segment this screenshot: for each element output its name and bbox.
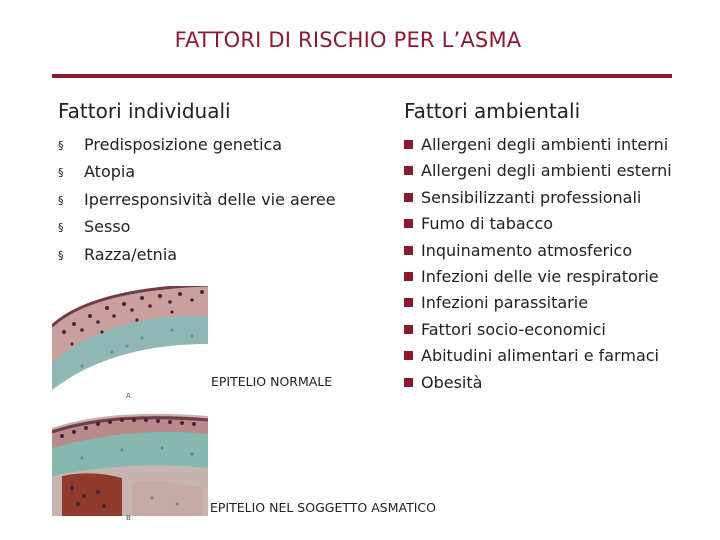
- list-item: [404, 370, 672, 396]
- list-item: [58, 187, 336, 214]
- normal-epithelium-micrograph: [52, 286, 208, 394]
- individual-factors-heading: Fattori individuali: [58, 99, 231, 123]
- environmental-factors-heading: Fattori ambientali: [404, 99, 581, 123]
- list-item-label: Inquinamento atmosferico: [421, 240, 633, 260]
- list-item-label: Sensibilizzanti professionali: [421, 187, 642, 207]
- panel-label-b: B: [126, 514, 131, 522]
- list-item-label: Sesso: [84, 217, 131, 237]
- list-item: [58, 159, 336, 186]
- square-bullet-icon: [404, 246, 413, 255]
- environmental-factors-list: [404, 132, 672, 396]
- square-bullet-icon: [404, 140, 413, 149]
- square-bullet-icon: [404, 325, 413, 334]
- list-item-label: Fattori socio-economici: [421, 319, 606, 339]
- list-item-label: Allergeni degli ambienti esterni: [421, 161, 672, 181]
- list-item: [58, 132, 336, 159]
- individual-factors-list: [58, 132, 336, 269]
- list-item-label: Razza/etnia: [84, 244, 178, 264]
- bullet-icon: §: [58, 139, 64, 152]
- square-bullet-icon: [404, 298, 413, 307]
- bullet-icon: §: [58, 248, 64, 262]
- list-item-label: Fumo di tabacco: [421, 214, 554, 234]
- list-item: [404, 290, 672, 316]
- square-bullet-icon: [404, 193, 413, 202]
- list-item-label: Predisposizione genetica: [84, 135, 283, 154]
- list-item: [404, 343, 672, 369]
- square-bullet-icon: [404, 272, 413, 281]
- bullet-icon: §: [58, 221, 64, 235]
- bullet-icon: §: [58, 193, 64, 207]
- bullet-icon: §: [58, 166, 64, 180]
- list-item: [404, 132, 672, 158]
- list-item-label: Atopia: [84, 162, 136, 182]
- asthmatic-epithelium-micrograph: [52, 408, 208, 516]
- list-item-label: Infezioni delle vie respiratorie: [421, 267, 659, 287]
- list-item-label: Iperresponsività delle vie aeree: [84, 189, 336, 209]
- list-item-label: Infezioni parassitarie: [421, 293, 589, 313]
- list-item: [404, 264, 672, 290]
- list-item-label: Obesità: [421, 372, 483, 392]
- panel-label-a: A: [126, 392, 131, 400]
- list-item: [404, 238, 672, 264]
- list-item: [58, 214, 336, 241]
- slide-title: FATTORI DI RISCHIO PER L’ASMA: [174, 28, 522, 52]
- list-item: [58, 242, 336, 269]
- square-bullet-icon: [404, 219, 413, 228]
- list-item: [404, 158, 672, 184]
- caption-normal-epithelium: EPITELIO NORMALE: [211, 374, 333, 389]
- list-item: [404, 317, 672, 343]
- title-rule: [52, 74, 672, 78]
- caption-asthmatic-epithelium: EPITELIO NEL SOGGETTO ASMATICO: [210, 500, 436, 515]
- list-item-label: Allergeni degli ambienti interni: [421, 135, 669, 154]
- square-bullet-icon: [404, 166, 413, 175]
- square-bullet-icon: [404, 351, 413, 360]
- square-bullet-icon: [404, 378, 413, 387]
- list-item-label: Abitudini alimentari e farmaci: [421, 346, 659, 366]
- list-item: [404, 211, 672, 237]
- list-item: [404, 185, 672, 211]
